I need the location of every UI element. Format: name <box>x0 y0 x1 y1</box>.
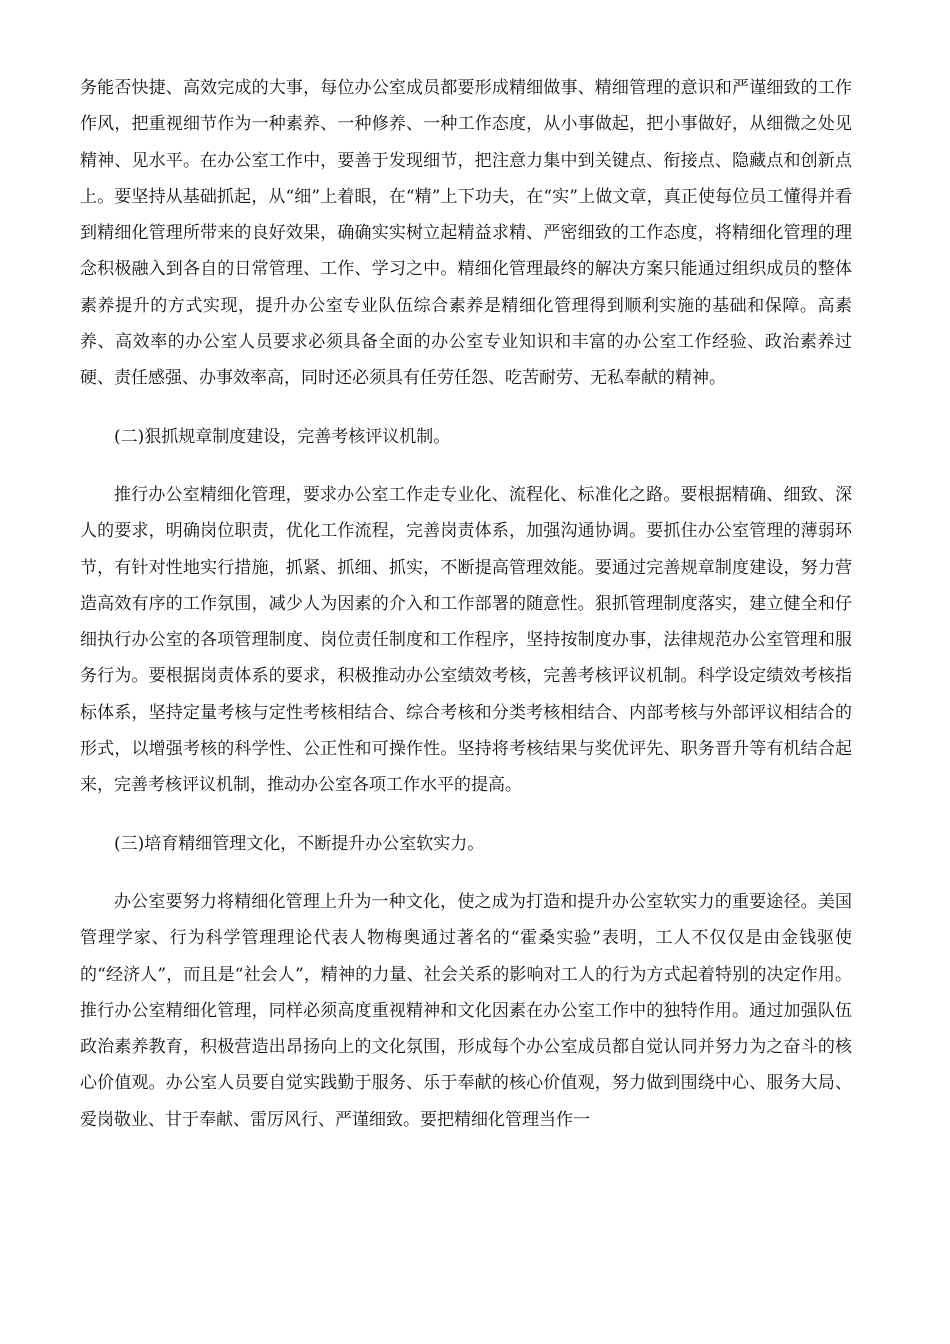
section-heading-2: (二)狠抓规章制度建设，完善考核评议机制。 <box>114 426 451 447</box>
document-body <box>80 70 852 1138</box>
paragraph-section-2: 推行办公室精细化管理，要求办公室工作走专业化、流程化、标准化之路。要根据精确、细致、深人的要求，明确岗位职责，优化工作流程，完善岗责体系，加强沟通协调。要抓住办公室管理的薄弱环节，有针对性地实行措施，抓紧、抓细、抓实，不断提高管理效能。要通过完善规章制度建设，努力营造高效有序的工作氛围，减少人为因素的介入和工作部署的随意性。狠抓管理制度落实，建立健全和仔细执行办公室的各项管理制度、岗位责任制度和工作程序，坚持按制度办事，法律规范办公室管理和服务行为。要根据岗责体系的要求，积极推动办公室绩效考核，完善考核评议机制。科学设定绩效考核指标体系，坚持定量考核与定性考核相结合、综合考核和分类考核相结合、内部考核与外部评议相结合的形式，以增强考核的科学性、公正性和可操作性。坚持将考核结果与奖优评先、职务晋升等有机结合起来，完善考核评议机制，推动办公室各项工作水平的提高。 <box>80 484 852 796</box>
section-heading-3: (三)培育精细管理文化，不断提升办公室软实力。 <box>114 833 485 854</box>
paragraph-continuation: 务能否快捷、高效完成的大事，每位办公室成员都要形成精细做事、精细管理的意识和严谨细致的工作作风，把重视细节作为一种素养、一种修养、一种工作态度，从小事做起，把小事做好，从细微之处见精神、见水平。在办公室工作中，要善于发现细节，把注意力集中到关键点、衔接点、隐藏点和创新点上。要坚持从基础抓起，从“细”上着眼，在“精”上下功夫，在“实”上做文章，真正使每位员工懂得并看到精细化管理所带来的良好效果，确确实实树立起精益求精、严密细致的工作态度，将精细化管理的理念积极融入到各自的日常管理、工作、学习之中。精细化管理最终的解决方案只能通过组织成员的整体素养提升的方式实现，提升办公室专业队伍综合素养是精细化管理得到顺利实施的基础和保障。高素养、高效率的办公室人员要求必须具备全面的办公室专业知识和丰富的办公室工作经验、政治素养过硬、责任感强、办事效率高，同时还必须具有任劳任怨、吃苦耐劳、无私奉献的精神。 <box>80 78 852 389</box>
paragraph-section-3: 办公室要努力将精细化管理上升为一种文化，使之成为打造和提升办公室软实力的重要途径。美国管理学家、行为科学管理理论代表人物梅奥通过著名的“霍桑实验”表明，工人不仅仅是由金钱驱使的“经济人”，而且是“社会人”，精神的力量、社会关系的影响对工人的行为方式起着特别的决定作用。推行办公室精细化管理，同样必须高度重视精神和文化因素在办公室工作中的独特作用。通过加强队伍政治素养教育，积极营造出昂扬向上的文化氛围，形成每个办公室成员都自觉认同并努力为之奋斗的核心价值观。办公室人员要自觉实践勤于服务、乐于奉献的核心价值观，努力做到围绕中心、服务大局、爱岗敬业、甘于奉献、雷厉风行、严谨细致。要把精细化管理当作一 <box>80 891 852 1130</box>
